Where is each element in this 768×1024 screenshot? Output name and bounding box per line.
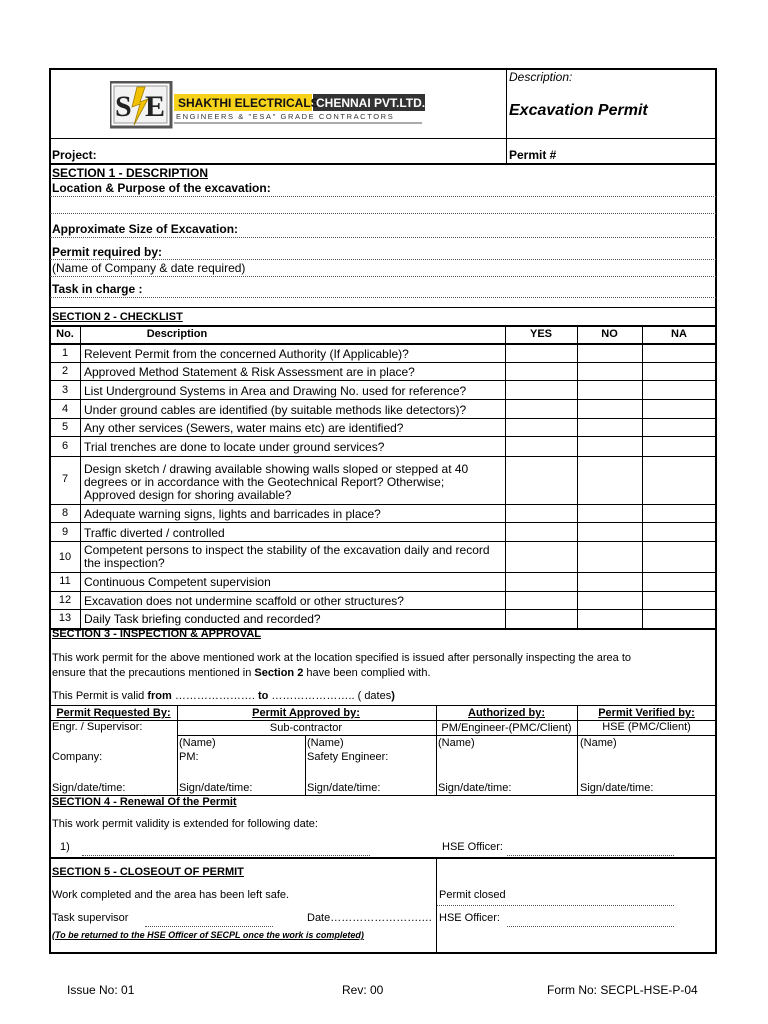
checklist-item: Relevent Permit from the concerned Authority (If Applicable)? (84, 347, 409, 361)
checklist-item: Daily Task briefing conducted and recorded? (84, 612, 321, 626)
verified-sign-date-time: Sign/date/time: (580, 782, 654, 794)
approved-sub-sign-date-time: Sign/date/time: (179, 782, 253, 794)
checklist-row-no: 7 (61, 473, 69, 485)
checklist-item: Adequate warning signs, lights and barricades in place? (84, 507, 381, 521)
project-label: Project: (52, 148, 97, 162)
checklist-item: Traffic diverted / controlled (84, 526, 225, 540)
form-number: Form No: SECPL-HSE-P-04 (547, 983, 698, 997)
checklist-row-no: 2 (61, 365, 69, 377)
checklist-item: Under ground cables are identified (by suitable methods like detectors)? (84, 403, 467, 417)
renewal-item-number: 1) (60, 841, 70, 853)
permit-verified-by-header: Permit Verified by: (598, 707, 695, 719)
authorized-by-header: Authorized by: (468, 707, 545, 719)
checklist-item: Approved Method Statement & Risk Assessment are in place? (84, 365, 415, 379)
permit-number-label: Permit # (509, 148, 557, 162)
company-name-main: SHAKTHI ELECTRICALS (178, 96, 319, 110)
verified-name: (Name) (580, 737, 617, 749)
permit-required-by-note: (Name of Company & date required) (52, 261, 246, 275)
checklist-header-description: Description (146, 328, 208, 340)
closeout-hse-officer-line (507, 926, 674, 927)
closeout-hse-officer-label: HSE Officer: (439, 912, 500, 924)
checklist-item: Continuous Competent supervision (84, 575, 271, 589)
checklist-item: List Underground Systems in Area and Drawing No. used for reference? (84, 384, 467, 398)
checklist-row-no: 8 (61, 507, 69, 519)
permit-required-by-label: Permit required by: (52, 245, 163, 259)
permit-requested-by-header: Permit Requested By: (56, 707, 171, 719)
renewal-text: This work permit validity is extended for following date: (52, 818, 318, 830)
checklist-row-no: 9 (61, 526, 69, 538)
checklist-row-no: 6 (61, 440, 69, 452)
authorized-sign-date-time: Sign/date/time: (438, 782, 512, 794)
approved-name-sub: (Name) (179, 737, 216, 749)
issue-number: Issue No: 01 (67, 983, 135, 997)
return-note: (To be returned to the HSE Officer of SECPL once the work is completed) (52, 930, 364, 940)
checklist-header-yes: YES (529, 328, 552, 340)
checklist-row-no: 11 (59, 575, 71, 587)
checklist-item: Excavation does not undermine scaffold or other structures? (84, 594, 404, 608)
pm-engineer-label: PM/Engineer-(PMC/Client) (441, 722, 572, 734)
section3-paragraph-line1: This work permit for the above mentioned work at the location specified is issued after personally inspecting the area to (52, 652, 632, 664)
permit-closed-line (437, 905, 674, 906)
pm-label: PM: (179, 751, 199, 763)
checklist-header-na: NA (671, 328, 687, 340)
permit-approved-by-header: Permit Approved by: (252, 707, 360, 719)
engr-supervisor-label: Engr. / Supervisor: (52, 721, 143, 733)
checklist-header-no-col: NO (601, 328, 618, 340)
approved-safety-sign-date-time: Sign/date/time: (307, 782, 381, 794)
checklist-item: Any other services (Sewers, water mains etc) are identified? (84, 421, 404, 435)
checklist-header-no: No. (56, 328, 74, 340)
checklist-item: Competent persons to inspect the stability of the excavation daily and record the inspection? (84, 543, 490, 570)
task-in-charge-label: Task in charge : (52, 282, 143, 296)
checklist-row-no: 5 (61, 421, 69, 433)
checklist-row-no: 10 (58, 551, 72, 563)
subcontractor-label: Sub-contractor (269, 722, 343, 734)
company-tagline: ENGINEERS & "ESA" GRADE CONTRACTORS (176, 112, 395, 121)
header-divider (506, 69, 507, 163)
company-name-sub: CHENNAI PVT.LTD. (316, 96, 426, 110)
renewal-hse-officer-label: HSE Officer: (442, 841, 503, 853)
revision-number: Rev: 00 (342, 983, 384, 997)
requested-sign-date-time: Sign/date/time: (52, 782, 126, 794)
excavation-size-label: Approximate Size of Excavation: (52, 222, 239, 236)
checklist-item: Trial trenches are done to locate under ground services? (84, 440, 385, 454)
checklist-row-no: 3 (61, 384, 69, 396)
description-label: Description: (509, 70, 573, 84)
section4-title: SECTION 4 - Renewal Of the Permit (52, 796, 237, 808)
checklist-row-no: 1 (61, 347, 69, 359)
section1-title: SECTION 1 - DESCRIPTION (52, 166, 209, 180)
hse-client-label: HSE (PMC/Client) (602, 721, 691, 733)
section3-title: SECTION 3 - INSPECTION & APPROVAL (52, 628, 262, 640)
location-purpose-label: Location & Purpose of the excavation: (52, 181, 271, 195)
closeout-date-label: Date…………………….… (307, 912, 433, 924)
svg-text:E: E (145, 90, 166, 123)
authorized-name: (Name) (438, 737, 475, 749)
checklist-item: Design sketch / drawing available showing walls sloped or stepped at 40 degrees or in accordance with the Geotechnical Report? Otherwise; Approved design for shoring available? (84, 462, 469, 502)
checklist-row-no: 4 (61, 403, 69, 415)
company-label: Company: (52, 751, 103, 763)
permit-validity-line: This Permit is valid from …………………. to ………………….. ( dates) (52, 690, 395, 702)
permit-title: Excavation Permit (509, 102, 648, 119)
work-completed-text: Work completed and the area has been left safe. (52, 889, 290, 901)
safety-engineer-label: Safety Engineer: (307, 751, 389, 763)
checklist-row-no: 12 (58, 594, 72, 606)
approved-name-safety: (Name) (307, 737, 344, 749)
checklist-row-no: 13 (58, 612, 72, 624)
task-supervisor-label: Task supervisor (52, 912, 129, 924)
section3-paragraph-line2: ensure that the precautions mentioned in Section 2 have been complied with. (52, 667, 431, 679)
permit-closed-label: Permit closed (439, 889, 506, 901)
section2-title: SECTION 2 - CHECKLIST (52, 311, 183, 323)
task-supervisor-line (145, 926, 273, 927)
renewal-hse-officer-line (507, 855, 674, 856)
section5-title: SECTION 5 - CLOSEOUT OF PERMIT (52, 866, 244, 878)
renewal-date-line (82, 855, 370, 856)
svg-text:S: S (115, 90, 132, 123)
